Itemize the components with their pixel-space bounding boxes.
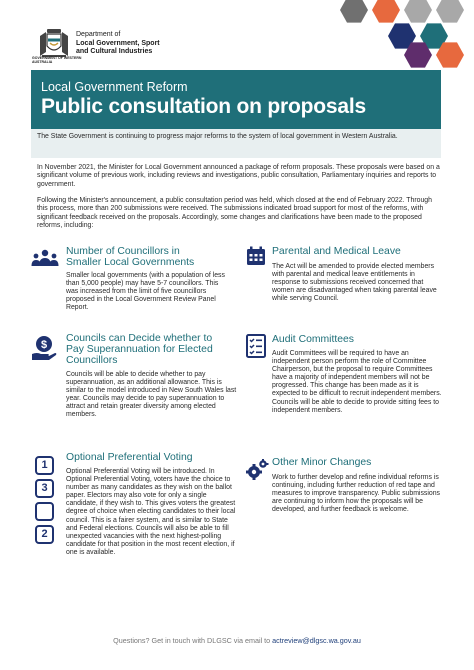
- section-body: Optional Preferential Voting will be introduced. In Optional Preferential Voting, voters have the choice to number as many candidates as they wish on the ballot paper. Electors may also vote for only a single candidate, if they wish to. This gives voters the greatest degree of choice when electing candidates to their local council. This is a fairer system, and is similar to State and Federal elections. Councils will also be able to fill unexpected vacancies with the next highest-polling candidate for that position in the most recent election, if one is available.: [66, 468, 236, 556]
- hex-decoration: [340, 0, 368, 24]
- section-voting: [31, 452, 241, 602]
- section-title-line: Councils can Decide whether to: [66, 333, 213, 344]
- section-councillors: [31, 246, 231, 326]
- section-body: Work to further develop and refine individual reforms is continuing, including further reduction of red tape and measures to improve transparency. Public submissions are continuing to inform how the proposals will be developed, and further feedback is welcome.: [272, 474, 440, 514]
- banner-kicker: Local Government Reform: [41, 80, 188, 94]
- section-title: Parental and Medical Leave: [272, 246, 401, 257]
- section-title: Audit Committees: [272, 334, 354, 345]
- hex-decoration: [404, 0, 432, 24]
- footer-contact: [0, 636, 474, 645]
- section-title-line: Number of Councillors in: [66, 246, 180, 257]
- section-body: Audit Committees will be required to have an independent person perform the role of Committee Chairperson, but the proposal to require Committees have a majority of independent members will not be progressed. This change has been made as it is expected to be difficult to recruit independent members. Councils will be able to decide to provide sitting fees to independent members.: [272, 350, 442, 414]
- ballot-box: 1: [35, 456, 54, 475]
- logo-caption: GOVERNMENT OF WESTERN AUSTRALIA: [32, 56, 82, 64]
- footer-text: Questions? Get in touch with DLGSC via email to: [113, 636, 273, 645]
- body-paragraph: Following the Minister's announcement, a public consultation period was held, which closed at the end of February 2022. Through this process, more than 200 submissions were received. The submissions indicated broad support for most of the reforms, with significant feedback received on the proposals. Accordingly, some changes and clarifications have been made to the proposed reforms, including:: [37, 197, 432, 230]
- hex-decoration: [372, 0, 400, 24]
- ballot-box: 3: [35, 479, 54, 498]
- page-title: Public consultation on proposals: [41, 95, 366, 118]
- svg-text:$: $: [40, 339, 48, 351]
- hex-decoration: [436, 0, 464, 24]
- section-title-line: Smaller Local Governments: [66, 257, 195, 268]
- section-parental-leave: [244, 245, 444, 325]
- section-audit: [244, 333, 444, 445]
- section-body: The Act will be amended to provide elected members with parental and medical leave entitlements in response to submissions received concerned that women are disadvantaged when taking parental leave while serving Council.: [272, 263, 437, 303]
- section-title: [66, 333, 213, 366]
- section-other-changes: [244, 456, 444, 546]
- ballot-numbers-icon: [35, 456, 55, 544]
- checklist-icon: [246, 334, 266, 358]
- section-superannuation: [31, 333, 241, 445]
- department-line: Department of: [76, 31, 121, 38]
- ballot-box: [35, 502, 54, 521]
- department-line: and Cultural Industries: [76, 48, 153, 55]
- body-paragraph: In November 2021, the Minister for Local Government announced a package of reform proposals. These proposals were based on a significant volume of previous work, including reviews and investigations, public consultation, Parliamentary inquiries and reports to government.: [37, 164, 440, 188]
- contact-email-link[interactable]: actreview@dlgsc.wa.gov.au: [272, 636, 361, 645]
- section-title: Optional Preferential Voting: [66, 452, 193, 463]
- title-banner: [31, 70, 441, 129]
- section-title: [66, 246, 194, 268]
- intro-text: The State Government is continuing to progress major reforms to the system of local government in Western Australia.: [31, 129, 441, 158]
- people-icon: [31, 248, 59, 268]
- section-body: Councils will be able to decide whether to pay superannuation, as an additional allowance. This is similar to the model introduced in New South Wales last year. Councils may decide to pay superannuation to attract and retain greater diversity among elected members.: [66, 371, 237, 419]
- section-body: Smaller local governments (with a population of less than 5,000 people) may have 5-7 councillors. This was increased from the limit of five councillors proposed in the Local Government Review Panel Report.: [66, 272, 225, 312]
- section-title-line: Pay Superannuation for Elected: [66, 344, 213, 355]
- section-title-line: Councillors: [66, 355, 118, 366]
- ballot-box: 2: [35, 525, 54, 544]
- money-hand-icon: [31, 335, 57, 361]
- gears-icon: [245, 459, 269, 481]
- department-name: [76, 31, 216, 57]
- section-title: Other Minor Changes: [272, 457, 372, 468]
- department-line: Local Government, Sport: [76, 39, 160, 47]
- calendar-icon: [246, 246, 266, 266]
